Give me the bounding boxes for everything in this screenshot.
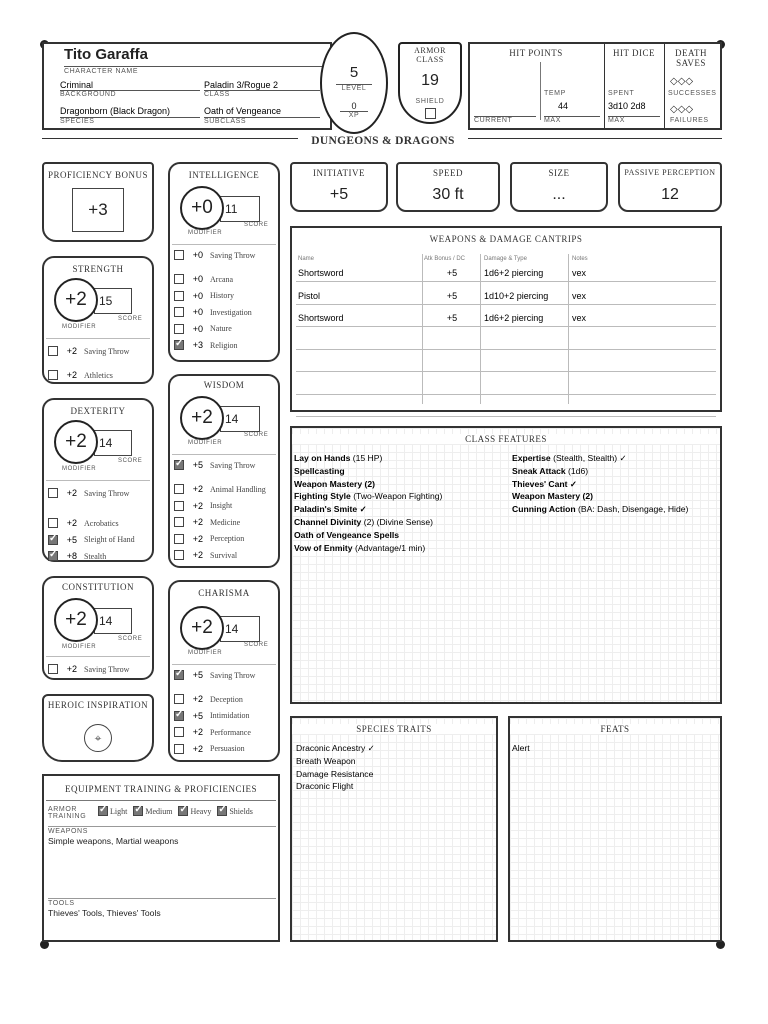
successes-label: SUCCESSES: [668, 90, 717, 97]
skill-modifier: +2: [192, 694, 203, 704]
shield-checkbox[interactable]: [425, 108, 436, 119]
proficiency-checkbox[interactable]: [48, 488, 58, 498]
armor-medium-option[interactable]: [133, 806, 172, 816]
death-saves-label: DEATH SAVES: [675, 48, 707, 68]
weapons-title: WEAPONS & DAMAGE CANTRIPS: [429, 234, 583, 244]
proficiency-checkbox[interactable]: [174, 291, 184, 301]
intelligence-investigation-row: [174, 307, 252, 317]
score-label: SCORE: [244, 642, 269, 648]
weapon-name-cell[interactable]: Shortsword: [298, 268, 344, 278]
constitution-panel: [42, 576, 154, 680]
proficiency-checkbox[interactable]: [174, 460, 184, 470]
wisdom-perception-row: [174, 534, 244, 544]
heroic-inspiration-toggle[interactable]: ⌖: [84, 724, 112, 752]
species-label: SPECIES: [60, 117, 200, 125]
intelligence-panel: [168, 162, 280, 362]
speed-value[interactable]: 30 ft: [432, 186, 464, 203]
speed-label: SPEED: [432, 168, 463, 178]
strength-panel: [42, 256, 154, 384]
charisma-performance-row: [174, 727, 251, 737]
temp-label: TEMP: [544, 90, 566, 97]
skill-modifier: +2: [192, 727, 203, 737]
skill-modifier: +2: [192, 550, 203, 560]
charisma-intimidation-row: [174, 711, 250, 721]
skill-name: Persuasion: [210, 744, 245, 753]
col-name-header: Name: [298, 256, 315, 262]
skill-name: Survival: [210, 550, 238, 560]
weapon-name-cell[interactable]: Shortsword: [298, 313, 344, 323]
skill-modifier: +8: [66, 551, 77, 561]
armor-label: Light: [110, 806, 128, 816]
weapon-atk-cell[interactable]: +5: [446, 268, 458, 278]
dexterity-panel: [42, 398, 154, 562]
class-features-right: [512, 452, 722, 516]
skill-name: Medicine: [210, 517, 241, 527]
failure-diamonds[interactable]: ◇◇◇: [670, 104, 694, 115]
constitution-score[interactable]: 14: [94, 608, 132, 634]
tools-label: TOOLS: [48, 898, 276, 907]
proficiency-checkbox[interactable]: [48, 664, 58, 674]
level-badge: [320, 32, 388, 134]
dexterity-modifier[interactable]: +2: [54, 420, 98, 464]
skill-name: Insight: [210, 501, 233, 510]
skill-modifier: +2: [192, 517, 203, 527]
wisdom-score[interactable]: 14: [220, 406, 260, 432]
intelligence-history-row: [174, 291, 234, 301]
strength-saving-throw-row: [48, 346, 129, 356]
class-feature-item: Channel Divinity (2) (Divine Sense): [294, 516, 433, 527]
skill-modifier: +3: [192, 340, 203, 350]
skill-name: Religion: [210, 340, 238, 350]
proficiency-bonus-value[interactable]: +3: [72, 188, 124, 232]
success-diamonds[interactable]: ◇◇◇: [670, 76, 694, 87]
weapon-name-cell[interactable]: Pistol: [298, 290, 321, 301]
wisdom-modifier[interactable]: +2: [180, 396, 224, 440]
skill-modifier: +0: [192, 290, 203, 301]
skill-modifier: +5: [192, 460, 203, 470]
proficiency-bonus-panel: [42, 162, 154, 242]
skill-name: Saving Throw: [210, 670, 256, 680]
skill-name: Saving Throw: [210, 250, 256, 260]
proficiency-checkbox[interactable]: [174, 670, 184, 680]
character-name-label: CHARACTER NAME: [64, 66, 324, 75]
initiative-value[interactable]: +5: [329, 186, 349, 203]
intelligence-label: INTELLIGENCE: [188, 170, 260, 180]
skill-name: Intimidation: [210, 711, 250, 720]
skill-name: History: [210, 291, 234, 300]
armor-label: Shields: [229, 806, 253, 816]
class-feature-item: Oath of Vengeance Spells: [294, 529, 400, 540]
skill-modifier: +2: [192, 533, 203, 544]
equipment-training-title: EQUIPMENT TRAINING & PROFICIENCIES: [65, 784, 257, 794]
intelligence-nature-row: [174, 324, 232, 334]
passive-perception-value[interactable]: 12: [661, 186, 679, 203]
armor-label: Medium: [145, 806, 173, 816]
intelligence-religion-row: [174, 340, 238, 350]
heroic-inspiration-panel: [42, 694, 154, 762]
skill-name: Performance: [210, 727, 251, 737]
modifier-label: MODIFIER: [62, 324, 97, 330]
strength-modifier[interactable]: +2: [54, 278, 98, 322]
weapon-dmg-cell[interactable]: 1d6+2 piercing: [484, 313, 544, 323]
modifier-label: MODIFIER: [188, 230, 223, 236]
modifier-label: MODIFIER: [62, 644, 97, 650]
skill-modifier: +2: [192, 500, 203, 511]
constitution-saving-throw-row: [48, 664, 129, 674]
armor-shields-option[interactable]: [217, 806, 253, 816]
armor-label: Heavy: [190, 806, 212, 816]
constitution-label: CONSTITUTION: [62, 582, 134, 592]
dexterity-saving-throw-row: [48, 488, 129, 498]
score-label: SCORE: [118, 636, 143, 642]
class-label: CLASS: [204, 90, 320, 98]
species-value[interactable]: Dragonborn (Black Dragon): [60, 106, 171, 116]
score-label: SCORE: [118, 316, 143, 322]
dexterity-sleight-of-hand-row: [48, 535, 135, 545]
skill-modifier: +2: [66, 488, 77, 498]
proficiency-checkbox[interactable]: [174, 744, 184, 754]
heroic-inspiration-label: HEROIC INSPIRATION: [47, 700, 149, 710]
skill-modifier: +0: [192, 323, 203, 334]
max-label: MAX: [544, 116, 600, 124]
armor-class-shield: [398, 42, 462, 124]
xp-value[interactable]: 0: [351, 101, 357, 111]
skill-modifier: +0: [192, 307, 203, 317]
wisdom-animal-handling-row: [174, 484, 266, 494]
class-features-left: [294, 452, 508, 554]
feats-title: FEATS: [510, 724, 720, 734]
intelligence-saving-throw-row: [174, 250, 255, 260]
level-value[interactable]: 5: [349, 64, 359, 81]
modifier-label: MODIFIER: [188, 650, 223, 656]
class-feature-item: Lay on Hands (15 HP): [294, 453, 383, 463]
class-value[interactable]: Paladin 3/Rogue 2: [204, 80, 279, 90]
intelligence-modifier[interactable]: +0: [180, 186, 224, 230]
weapon-atk-cell[interactable]: +5: [446, 313, 458, 323]
skill-modifier: +2: [66, 346, 77, 356]
armor-checkbox[interactable]: [133, 806, 143, 816]
proficiency-checkbox[interactable]: [174, 484, 184, 494]
col-damage-header: Damage & Type: [484, 256, 527, 262]
shield-label: SHIELD: [415, 98, 445, 105]
intelligence-score[interactable]: 11: [220, 196, 260, 222]
background-label: BACKGROUND: [60, 90, 200, 98]
class-feature-item: Paladin's Smite ✓: [294, 504, 367, 515]
class-feature-item: Spellcasting: [294, 465, 345, 476]
class-feature-item: Vow of Enmity (Advantage/1 min): [294, 542, 426, 553]
species-traits-title: SPECIES TRAITS: [292, 724, 496, 734]
species-trait-item: Damage Resistance: [296, 768, 374, 779]
skill-modifier: +5: [66, 534, 77, 545]
dnd-logo: DUNGEONS & DRAGONS: [298, 135, 468, 153]
wisdom-panel: [168, 374, 280, 568]
proficiency-checkbox[interactable]: [48, 535, 58, 545]
feat-item: Alert: [512, 743, 530, 753]
wisdom-insight-row: [174, 501, 232, 511]
charisma-persuasion-row: [174, 744, 245, 754]
class-feature-item: Cunning Action (BA: Dash, Disengage, Hide): [512, 504, 689, 515]
skill-modifier: +2: [66, 664, 77, 674]
armor-class-label: ARMOR CLASS: [414, 46, 446, 64]
size-panel: [510, 162, 608, 212]
proficiency-checkbox[interactable]: [174, 727, 184, 737]
proficiency-checkbox[interactable]: [48, 518, 58, 528]
skill-name: Animal Handling: [210, 484, 266, 494]
skill-modifier: +5: [192, 670, 203, 680]
class-feature-item: Thieves' Cant ✓: [512, 478, 578, 489]
skill-name: Saving Throw: [84, 488, 130, 498]
equipment-training-panel: [42, 774, 280, 942]
skill-name: Sleight of Hand: [84, 535, 135, 544]
weapon-atk-cell[interactable]: +5: [446, 290, 458, 301]
dexterity-acrobatics-row: [48, 518, 119, 528]
modifier-label: MODIFIER: [188, 440, 223, 446]
initiative-panel: [290, 162, 388, 212]
class-feature-item: Fighting Style (Two-Weapon Fighting): [294, 491, 443, 502]
proficiency-checkbox[interactable]: [174, 711, 184, 721]
skill-modifier: +0: [192, 274, 203, 284]
skill-name: Acrobatics: [84, 518, 119, 528]
proficiency-checkbox[interactable]: [174, 307, 184, 317]
weapon-dmg-cell[interactable]: 1d10+2 piercing: [484, 290, 549, 301]
skill-name: Saving Throw: [84, 664, 130, 674]
armor-checkbox[interactable]: [217, 806, 227, 816]
proficiency-checkbox[interactable]: [174, 517, 184, 527]
passive-perception-label: PASSIVE PERCEPTION: [624, 168, 716, 177]
hit-dice-max-value[interactable]: 3d10 2d8: [608, 101, 646, 111]
skill-name: Saving Throw: [84, 346, 130, 356]
skill-name: Perception: [210, 534, 245, 543]
subclass-label: SUBCLASS: [204, 117, 320, 125]
class-features-title: CLASS FEATURES: [292, 434, 720, 444]
proficiency-checkbox[interactable]: [174, 694, 184, 704]
modifier-label: MODIFIER: [62, 466, 97, 472]
feats-panel: [508, 716, 722, 942]
proficiency-checkbox[interactable]: [48, 370, 58, 380]
background-value[interactable]: Criminal: [60, 80, 94, 90]
hp-max-value[interactable]: 44: [558, 101, 569, 111]
charisma-saving-throw-row: [174, 670, 255, 680]
initiative-label: INITIATIVE: [313, 168, 365, 178]
col-atk-header: Atk Bonus / DC: [424, 256, 466, 262]
character-info-panel: [42, 42, 332, 130]
class-feature-item: Sneak Attack (1d6): [512, 465, 589, 476]
class-features-panel: [290, 426, 722, 704]
skill-name: Athletics: [84, 370, 113, 380]
xp-label: XP: [340, 111, 368, 119]
wisdom-survival-row: [174, 550, 237, 560]
armor-heavy-option[interactable]: [178, 806, 211, 816]
skill-name: Arcana: [210, 274, 234, 284]
armor-checkbox[interactable]: [98, 806, 108, 816]
dexterity-stealth-row: [48, 551, 106, 561]
weapons-value[interactable]: Simple weapons, Martial weapons: [48, 836, 179, 846]
size-label: SIZE: [548, 168, 570, 178]
proficiency-checkbox[interactable]: [48, 346, 58, 356]
skill-modifier: +2: [192, 484, 203, 494]
species-traits-panel: [290, 716, 498, 942]
dexterity-score[interactable]: 14: [94, 430, 132, 456]
weapon-dmg-cell[interactable]: 1d6+2 piercing: [484, 268, 544, 278]
hit-dice-max-label: MAX: [608, 116, 660, 124]
hit-points-label: HIT POINTS: [509, 48, 563, 58]
col-notes-header: Notes: [572, 256, 588, 262]
character-name[interactable]: Tito Garaffa: [64, 46, 148, 63]
species-trait-item: Draconic Ancestry ✓: [296, 743, 375, 753]
skill-modifier: +2: [66, 370, 77, 380]
strength-score[interactable]: 15: [94, 288, 132, 314]
charisma-score[interactable]: 14: [220, 616, 260, 642]
score-label: SCORE: [244, 222, 269, 228]
skill-name: Deception: [210, 694, 243, 704]
wisdom-label: WISDOM: [203, 380, 245, 390]
class-feature-item: Weapon Mastery (2): [294, 478, 376, 489]
proficiency-checkbox[interactable]: [174, 274, 184, 284]
spent-label: SPENT: [608, 90, 635, 97]
vitals-panel: [468, 42, 722, 130]
species-traits-list: [296, 742, 375, 793]
weapons-label: WEAPONS: [48, 826, 276, 835]
charisma-modifier[interactable]: +2: [180, 606, 224, 650]
strength-label: STRENGTH: [72, 264, 124, 274]
size-value[interactable]: ...: [552, 186, 566, 203]
weapons-panel: [290, 226, 722, 412]
hit-dice-label: HIT DICE: [612, 48, 656, 58]
weapon-notes-cell[interactable]: vex: [572, 268, 587, 278]
class-feature-item: Expertise (Stealth, Stealth) ✓: [512, 453, 627, 463]
armor-light-option[interactable]: [98, 806, 127, 816]
weapon-notes-cell[interactable]: vex: [572, 290, 587, 301]
proficiency-checkbox[interactable]: [174, 550, 184, 560]
charisma-deception-row: [174, 694, 243, 704]
skill-name: Stealth: [84, 551, 107, 561]
armor-class-value[interactable]: 19: [421, 72, 439, 89]
constitution-modifier[interactable]: +2: [54, 598, 98, 642]
tools-value[interactable]: Thieves' Tools, Thieves' Tools: [48, 908, 161, 918]
score-label: SCORE: [244, 432, 269, 438]
feats-list: [512, 742, 530, 755]
proficiency-checkbox[interactable]: [174, 324, 184, 334]
strength-athletics-row: [48, 370, 113, 380]
species-trait-item: Draconic Flight: [296, 781, 354, 792]
wisdom-saving-throw-row: [174, 460, 255, 470]
speed-panel: [396, 162, 500, 212]
armor-training-list: [98, 806, 253, 816]
charisma-panel: [168, 580, 280, 762]
intelligence-arcana-row: [174, 274, 233, 284]
skill-name: Saving Throw: [210, 460, 256, 470]
wisdom-medicine-row: [174, 517, 240, 527]
armor-checkbox[interactable]: [178, 806, 188, 816]
weapon-notes-cell[interactable]: vex: [572, 313, 587, 323]
level-label: LEVEL: [336, 84, 372, 92]
proficiency-checkbox[interactable]: [174, 501, 184, 511]
class-feature-item: Weapon Mastery (2): [512, 491, 594, 502]
skill-modifier: +0: [192, 250, 203, 260]
skill-modifier: +5: [192, 710, 203, 721]
dexterity-label: DEXTERITY: [70, 406, 126, 416]
proficiency-bonus-label: PROFICIENCY BONUS: [48, 170, 148, 180]
skill-modifier: +2: [192, 743, 203, 754]
skill-name: Investigation: [210, 307, 252, 317]
species-trait-item: Breath Weapon: [296, 755, 356, 766]
skill-modifier: +2: [66, 518, 77, 528]
proficiency-checkbox[interactable]: [174, 340, 184, 350]
score-label: SCORE: [118, 458, 143, 464]
charisma-label: CHARISMA: [198, 588, 250, 598]
skill-name: Nature: [210, 324, 232, 333]
passive-perception-panel: [618, 162, 722, 212]
current-label: CURRENT: [474, 116, 536, 124]
proficiency-checkbox[interactable]: [174, 534, 184, 544]
subclass-value[interactable]: Oath of Vengeance: [204, 106, 282, 116]
proficiency-checkbox[interactable]: [48, 551, 58, 561]
armor-training-label: ARMOR TRAINING: [48, 806, 87, 820]
proficiency-checkbox[interactable]: [174, 250, 184, 260]
failures-label: FAILURES: [670, 117, 709, 124]
